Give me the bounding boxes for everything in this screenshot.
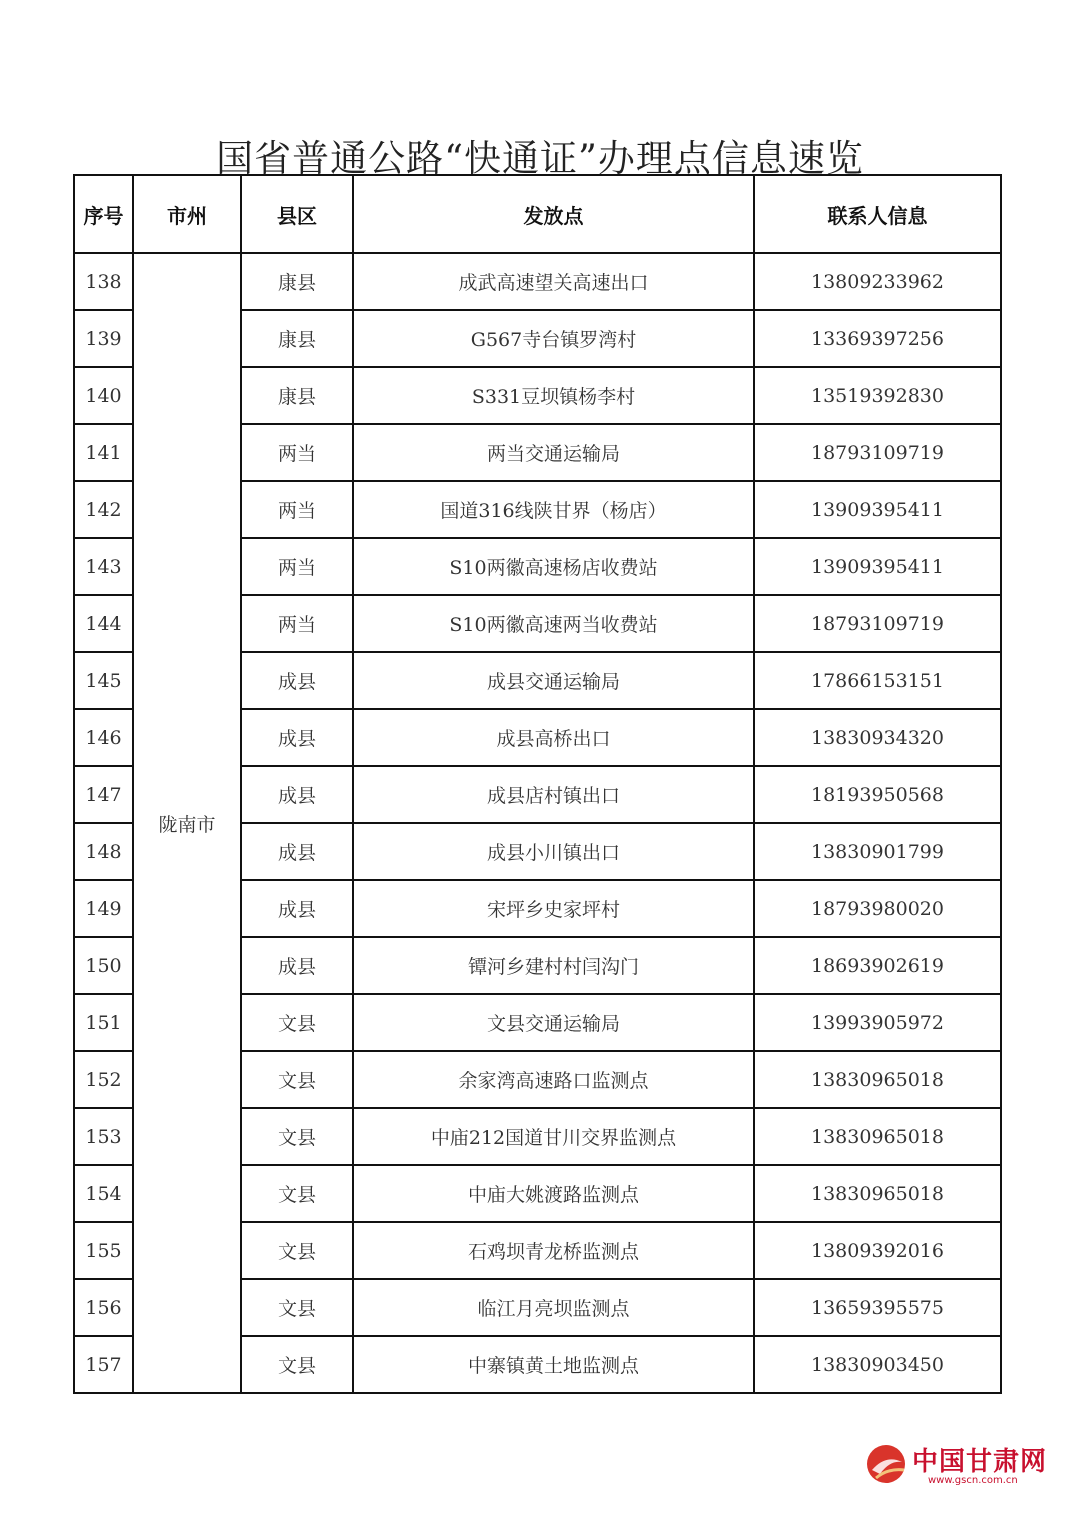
row-county: 成县 — [241, 766, 353, 823]
row-contact: 18793109719 — [754, 595, 1001, 652]
row-index: 148 — [74, 823, 133, 880]
table-row — [74, 253, 1001, 310]
row-index: 157 — [74, 1336, 133, 1393]
header-contact: 联系人信息 — [754, 175, 1001, 253]
row-contact: 18193950568 — [754, 766, 1001, 823]
row-index: 145 — [74, 652, 133, 709]
row-index: 143 — [74, 538, 133, 595]
row-contact: 13909395411 — [754, 481, 1001, 538]
row-issue-point: S331豆坝镇杨李村 — [353, 367, 754, 424]
row-contact: 13830965018 — [754, 1051, 1001, 1108]
row-index: 149 — [74, 880, 133, 937]
row-index: 147 — [74, 766, 133, 823]
row-issue-point: 宋坪乡史家坪村 — [353, 880, 754, 937]
logo-url: www.gscn.com.cn — [928, 1475, 1018, 1486]
page-title: 国省普通公路“快通证”办理点信息速览 — [216, 137, 864, 180]
row-county: 成县 — [241, 652, 353, 709]
row-county: 文县 — [241, 1222, 353, 1279]
row-index: 153 — [74, 1108, 133, 1165]
row-county: 成县 — [241, 823, 353, 880]
row-index: 139 — [74, 310, 133, 367]
row-issue-point: 成县店村镇出口 — [353, 766, 754, 823]
header-city: 市州 — [133, 175, 241, 253]
row-county: 成县 — [241, 709, 353, 766]
row-index: 156 — [74, 1279, 133, 1336]
row-county: 成县 — [241, 937, 353, 994]
row-county: 两当 — [241, 481, 353, 538]
row-issue-point: S10两徽高速两当收费站 — [353, 595, 754, 652]
row-contact: 17866153151 — [754, 652, 1001, 709]
row-contact: 13659395575 — [754, 1279, 1001, 1336]
table-header-row — [74, 175, 1001, 253]
row-contact: 13830965018 — [754, 1108, 1001, 1165]
row-index: 151 — [74, 994, 133, 1051]
row-county: 文县 — [241, 1108, 353, 1165]
row-contact: 18693902619 — [754, 937, 1001, 994]
row-issue-point: 余家湾高速路口监测点 — [353, 1051, 754, 1108]
header-county: 县区 — [241, 175, 353, 253]
row-index: 142 — [74, 481, 133, 538]
row-issue-point: 成县交通运输局 — [353, 652, 754, 709]
row-issue-point: 中寨镇黄土地监测点 — [353, 1336, 754, 1393]
row-contact: 18793109719 — [754, 424, 1001, 481]
row-county: 康县 — [241, 367, 353, 424]
row-county: 康县 — [241, 310, 353, 367]
row-contact: 13830965018 — [754, 1165, 1001, 1222]
row-county: 成县 — [241, 880, 353, 937]
row-issue-point: 石鸡坝青龙桥监测点 — [353, 1222, 754, 1279]
row-contact: 13809233962 — [754, 253, 1001, 310]
row-issue-point: 两当交通运输局 — [353, 424, 754, 481]
row-index: 140 — [74, 367, 133, 424]
row-issue-point: 成县高桥出口 — [353, 709, 754, 766]
row-contact: 13830903450 — [754, 1336, 1001, 1393]
row-county: 两当 — [241, 424, 353, 481]
row-issue-point: 文县交通运输局 — [353, 994, 754, 1051]
row-county: 文县 — [241, 994, 353, 1051]
row-county: 文县 — [241, 1279, 353, 1336]
row-county: 文县 — [241, 1336, 353, 1393]
city-cell: 陇南市 — [133, 253, 241, 1393]
row-contact: 13809392016 — [754, 1222, 1001, 1279]
row-county: 文县 — [241, 1165, 353, 1222]
logo-text: 中国甘肃网 — [912, 1447, 1048, 1477]
row-index: 155 — [74, 1222, 133, 1279]
row-contact: 13909395411 — [754, 538, 1001, 595]
row-index: 154 — [74, 1165, 133, 1222]
header-index: 序号 — [74, 175, 133, 253]
row-contact: 13369397256 — [754, 310, 1001, 367]
row-index: 146 — [74, 709, 133, 766]
row-county: 文县 — [241, 1051, 353, 1108]
row-issue-point: 成县小川镇出口 — [353, 823, 754, 880]
row-index: 150 — [74, 937, 133, 994]
info-table — [73, 174, 1002, 1394]
row-issue-point: 中庙大姚渡路监测点 — [353, 1165, 754, 1222]
row-contact: 13830934320 — [754, 709, 1001, 766]
row-issue-point: 国道316线陕甘界（杨店） — [353, 481, 754, 538]
row-issue-point: S10两徽高速杨店收费站 — [353, 538, 754, 595]
row-contact: 13993905972 — [754, 994, 1001, 1051]
row-county: 康县 — [241, 253, 353, 310]
row-index: 152 — [74, 1051, 133, 1108]
row-contact: 18793980020 — [754, 880, 1001, 937]
row-contact: 13519392830 — [754, 367, 1001, 424]
header-issue-point: 发放点 — [353, 175, 754, 253]
row-index: 144 — [74, 595, 133, 652]
row-issue-point: 临江月亮坝监测点 — [353, 1279, 754, 1336]
row-issue-point: G567寺台镇罗湾村 — [353, 310, 754, 367]
row-county: 两当 — [241, 595, 353, 652]
row-issue-point: 镡河乡建村村闫沟门 — [353, 937, 754, 994]
row-contact: 13830901799 — [754, 823, 1001, 880]
row-index: 138 — [74, 253, 133, 310]
row-issue-point: 中庙212国道甘川交界监测点 — [353, 1108, 754, 1165]
row-index: 141 — [74, 424, 133, 481]
row-county: 两当 — [241, 538, 353, 595]
row-issue-point: 成武高速望关高速出口 — [353, 253, 754, 310]
